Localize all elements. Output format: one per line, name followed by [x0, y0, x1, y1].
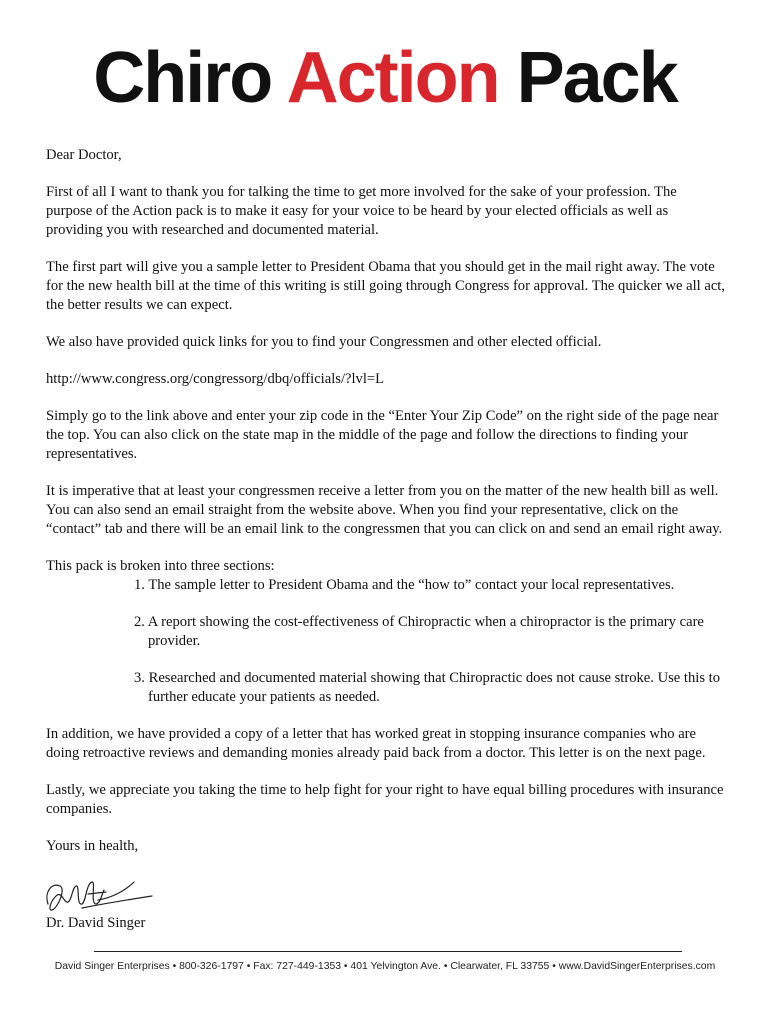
congress-url: http://www.congress.org/congressorg/dbq/officials/?lvl=L [46, 371, 385, 387]
paragraph-quick-links: We also have provided quick links for you to find your Congressmen and other elected official. [46, 334, 602, 350]
paragraph-sample-letter: The first part will give you a sample letter to President Obama that you should get in the mail right away. The vote for the new health bill at the time of this writing is still going through Congress for approval. The quicker we all act, the better results we can expect. [46, 259, 726, 313]
title-word-pack: Pack [516, 38, 677, 118]
section-item: 1. The sample letter to President Obama and the “how to” contact your local representatives. [134, 577, 675, 593]
page-title [0, 38, 770, 118]
signoff: Yours in health, [46, 838, 139, 854]
signature-name: Dr. David Singer [46, 915, 146, 931]
section-item: 3. Researched and documented material showing that Chiropractic does not cause stroke. Use this to further educate your patients as needed. [134, 670, 721, 705]
footer-divider [94, 951, 682, 952]
sections-intro: This pack is broken into three sections: [46, 558, 275, 574]
section-item: 2. A report showing the cost-effectiveness of Chiropractic when a chiropractor is the primary care provider. [134, 614, 704, 649]
paragraph-zip-instructions: Simply go to the link above and enter your zip code in the “Enter Your Zip Code” on the right side of the page near the top. You can also click on the state map in the middle of the page and follow the directions to finding your representatives. [46, 408, 719, 462]
paragraph-in-addition: In addition, we have provided a copy of a letter that has worked great in stopping insurance companies who are doing retroactive reviews and demanding monies already paid back from a doctor. This letter is on the next page. [46, 726, 706, 761]
paragraph-imperative: It is imperative that at least your congressmen receive a letter from you on the matter of the new health bill as well. You can also send an email straight from the website above. When you find your representative, click on the “contact” tab and there will be an email link to the congressmen that you can click on and send an email right away. [46, 483, 723, 537]
paragraph-thanks: First of all I want to thank you for talking the time to get more involved for the sake of your profession. The purpose of the Action pack is to make it easy for your voice to be heard by your elected officials as well as providing you with researched and documented material. [46, 184, 677, 238]
footer-contact: David Singer Enterprises • 800-326-1797 • Fax: 727-449-1353 • 401 Yelvington Ave. • Clearwater, FL 33755 • www.DavidSingerEnterprises.com [54, 961, 716, 972]
paragraph-lastly: Lastly, we appreciate you taking the time to help fight for your right to have equal billing procedures with insurance companies. [46, 782, 724, 817]
salutation: Dear Doctor, [46, 147, 122, 163]
title-word-chiro: Chiro [93, 38, 272, 118]
signature-image [42, 874, 162, 918]
letter-body [46, 146, 726, 951]
sections-list [46, 576, 726, 707]
title-word-action: Action [286, 38, 499, 118]
